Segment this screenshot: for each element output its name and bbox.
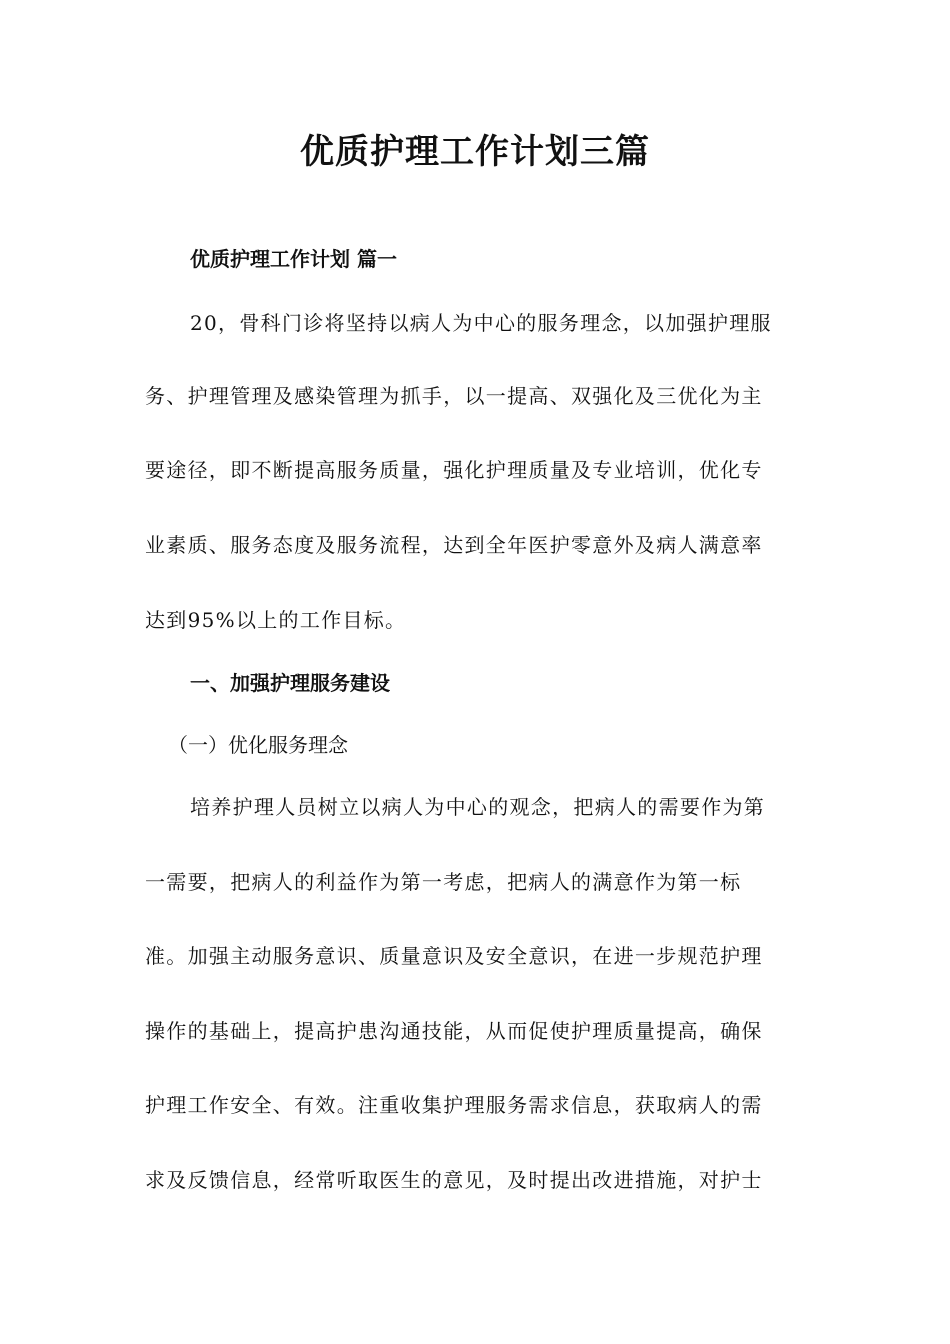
section-heading: 优质护理工作计划 篇一	[190, 247, 397, 271]
intro-line-5: 达到95%以上的工作目标。	[145, 608, 407, 632]
intro-line-4: 业素质、服务态度及服务流程，达到全年医护零意外及病人满意率	[145, 533, 763, 557]
body-line-3: 准。加强主动服务意识、质量意识及安全意识，在进一步规范护理	[145, 944, 763, 968]
body-line-5: 护理工作安全、有效。注重收集护理服务需求信息，获取病人的需	[145, 1093, 763, 1117]
body-line-6: 求及反馈信息，经常听取医生的意见，及时提出改进措施，对护士	[145, 1168, 763, 1192]
intro-line-3: 要途径，即不断提高服务质量，强化护理质量及专业培训，优化专	[145, 458, 763, 482]
intro-line-2: 务、护理管理及感染管理为抓手，以一提高、双强化及三优化为主	[145, 384, 763, 408]
body-line-2: 一需要，把病人的利益作为第一考虑，把病人的满意作为第一标	[145, 870, 742, 894]
intro-line-1: 20，骨科门诊将坚持以病人为中心的服务理念，以加强护理服	[190, 311, 772, 335]
body-line-4: 操作的基础上，提高护患沟通技能，从而促使护理质量提高，确保	[145, 1019, 763, 1043]
body-line-1: 培养护理人员树立以病人为中心的观念，把病人的需要作为第	[190, 795, 766, 819]
part-heading: 一、加强护理服务建设	[190, 671, 390, 695]
document-title: 优质护理工作计划三篇	[300, 132, 650, 172]
sub-heading: （一）优化服务理念	[168, 733, 348, 757]
